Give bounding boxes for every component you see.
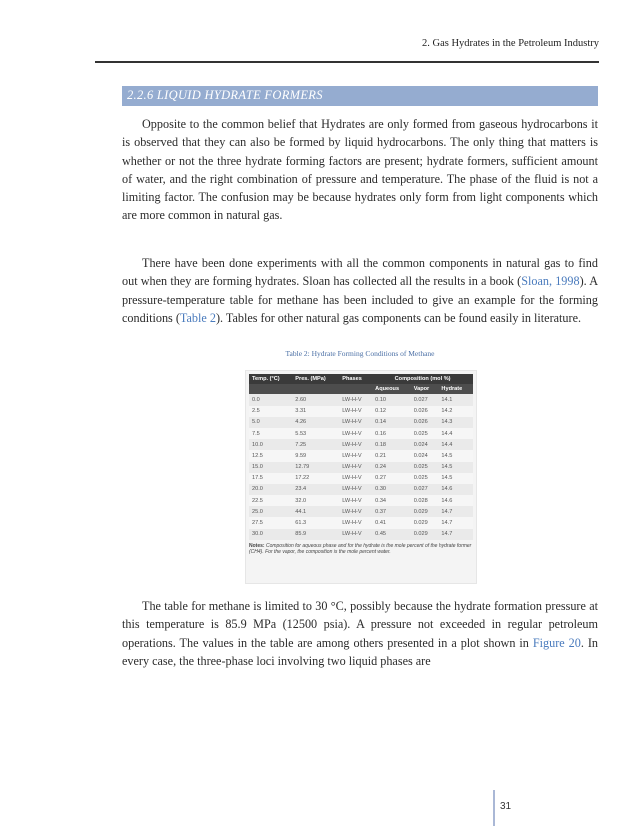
table-cell: 23.4 <box>292 484 339 495</box>
header-composition: Composition (mol %) <box>372 374 473 384</box>
table-cell: 0.10 <box>372 394 411 405</box>
table-row <box>249 517 473 528</box>
table-cell: 5.53 <box>292 428 339 439</box>
table-cell: 14.5 <box>438 450 473 461</box>
table-cell: 0.41 <box>372 517 411 528</box>
header-vapor: Vapor <box>411 384 439 394</box>
paragraph-2-text-b: ). A pressure-temperature table for methane has been included to give an example for the forming conditions ( <box>122 274 599 325</box>
table-cell: 4.26 <box>292 417 339 428</box>
table-cell: 14.5 <box>438 462 473 473</box>
table-row <box>249 450 473 461</box>
table-cell: 0.27 <box>372 473 411 484</box>
table-cell: LW-H-V <box>339 517 372 528</box>
table-cell: LW-H-V <box>339 394 372 405</box>
table-cell: LW-H-V <box>339 529 372 540</box>
table-cell: 32.0 <box>292 495 339 506</box>
page-number: 31 <box>500 801 512 812</box>
paragraph-2-text-c: ). Tables for other natural gas components can be found easily in literature. <box>215 310 582 325</box>
table-cell: 0.37 <box>372 506 411 517</box>
table-row <box>249 484 473 495</box>
table-cell: 12.5 <box>249 450 292 461</box>
table-cell: 85.9 <box>292 529 339 540</box>
table-cell: 12.79 <box>292 462 339 473</box>
table-cell: 0.027 <box>411 484 439 495</box>
table-cell: 0.029 <box>411 517 439 528</box>
table-row <box>249 406 473 417</box>
citation-link[interactable]: Sloan, 1998 <box>521 274 580 289</box>
table-cell: 0.24 <box>372 462 411 473</box>
page-number-rule <box>493 790 495 826</box>
table-cell: 14.1 <box>438 394 473 405</box>
table-caption: Table 2: Hydrate Forming Conditions of Methane <box>285 349 435 358</box>
table-row <box>249 462 473 473</box>
table-cell: 2.5 <box>249 406 292 417</box>
table-cell: LW-H-V <box>339 417 372 428</box>
paragraph-2 <box>122 254 598 327</box>
table-cell: 7.25 <box>292 439 339 450</box>
table-cell: 0.34 <box>372 495 411 506</box>
table-cell: 0.024 <box>411 439 439 450</box>
header-aqueous: Aqueous <box>372 384 411 394</box>
header-temp: Temp. (°C) <box>249 374 292 384</box>
paragraph-3-text-a: The table for methane is limited to 30 °C, possibly because the hydrate formation pressure at this temperature is 85.9 MPa (12500 psia). A pressure not exceeded in regular petroleum operations. The values in the table are among others presented in a plot shown in <box>122 599 598 650</box>
table-cell: 17.5 <box>249 473 292 484</box>
table-cell: 0.12 <box>372 406 411 417</box>
table-cell: LW-H-V <box>339 450 372 461</box>
table-cell: 30.0 <box>249 529 292 540</box>
table-note-text: Composition for aqueous phase and for the hydrate is the mole percent of the hydrate former (CH4). For the vapor, the composition is the mole percent water. <box>249 542 472 555</box>
table-cell: 0.21 <box>372 450 411 461</box>
table-row <box>249 495 473 506</box>
table-cell: 7.5 <box>249 428 292 439</box>
table-cell: 0.029 <box>411 529 439 540</box>
table-cell: LW-H-V <box>339 406 372 417</box>
table-row <box>249 506 473 517</box>
hydrate-table <box>249 374 473 540</box>
table-cell: 44.1 <box>292 506 339 517</box>
section-title: 2.2.6 LIQUID HYDRATE FORMERS <box>127 88 323 102</box>
table-cell: 0.025 <box>411 462 439 473</box>
table-cell: LW-H-V <box>339 495 372 506</box>
table-cell: 17.22 <box>292 473 339 484</box>
paragraph-3-text-b: . In every case, the three-phase loci involving two liquid phases are <box>122 635 599 668</box>
table-cell: 0.18 <box>372 439 411 450</box>
table-row <box>249 529 473 540</box>
table-note <box>249 543 473 555</box>
header-hydrate: Hydrate <box>438 384 473 394</box>
table-body <box>249 394 473 539</box>
hydrate-table-figure <box>245 370 477 584</box>
table-row <box>249 428 473 439</box>
table-cell: 14.7 <box>438 506 473 517</box>
table-cell: 14.6 <box>438 484 473 495</box>
table-cell: 0.45 <box>372 529 411 540</box>
table-cell: 14.6 <box>438 495 473 506</box>
table-cell: 0.14 <box>372 417 411 428</box>
table-row <box>249 473 473 484</box>
table-cell: 0.30 <box>372 484 411 495</box>
table-cell: 14.7 <box>438 517 473 528</box>
table-cell: 10.0 <box>249 439 292 450</box>
running-head: 2. Gas Hydrates in the Petroleum Industry <box>421 38 599 49</box>
table-cell: LW-H-V <box>339 506 372 517</box>
table-cell: 14.2 <box>438 406 473 417</box>
paragraph-1: Opposite to the common belief that Hydrates are only formed from gaseous hydrocarbons it is observed that they can also be formed by liquid hydrocarbons. The only thing that matters is whether or not the three hydrate forming factors are present; hydrate formers, sufficient amount of water, and the right combination of pressure and temperature. The phase of the fluid is not a limiting factor. The confusion may be because hydrates only form from light components which are more common in natural gas. <box>122 117 598 223</box>
table-cell: 0.026 <box>411 406 439 417</box>
table-row <box>249 439 473 450</box>
table-cell: 3.31 <box>292 406 339 417</box>
table-cell: 0.024 <box>411 450 439 461</box>
table-cell: 15.0 <box>249 462 292 473</box>
paragraph-3 <box>122 597 598 670</box>
table-cell: LW-H-V <box>339 462 372 473</box>
table-row <box>249 394 473 405</box>
header-pres: Pres. (MPa) <box>292 374 339 384</box>
table-cell: 9.59 <box>292 450 339 461</box>
table-cell: 0.16 <box>372 428 411 439</box>
table-cell: 0.025 <box>411 473 439 484</box>
table-cell: 22.5 <box>249 495 292 506</box>
figure-ref-link[interactable]: Figure 20 <box>532 635 581 650</box>
table-cell: LW-H-V <box>339 439 372 450</box>
header-phases: Phases <box>339 374 372 384</box>
table-cell: 0.027 <box>411 394 439 405</box>
table-cell: 14.7 <box>438 529 473 540</box>
table-cell: 20.0 <box>249 484 292 495</box>
table-cell: 0.028 <box>411 495 439 506</box>
table-cell: 0.026 <box>411 417 439 428</box>
table-cell: LW-H-V <box>339 428 372 439</box>
table-cell: LW-H-V <box>339 473 372 484</box>
table-cell: LW-H-V <box>339 484 372 495</box>
table-note-label: Notes: <box>249 542 265 549</box>
table-cell: 27.5 <box>249 517 292 528</box>
table-cell: 2.60 <box>292 394 339 405</box>
table-cell: 25.0 <box>249 506 292 517</box>
table-cell: 14.5 <box>438 473 473 484</box>
table-cell: 0.025 <box>411 428 439 439</box>
table-row <box>249 417 473 428</box>
table-ref-link[interactable]: Table 2 <box>179 310 216 325</box>
table-cell: 61.3 <box>292 517 339 528</box>
paragraph-2-text-a: There have been done experiments with all the common components in natural gas to find out when they are forming hydrates. Sloan has collected all the results in a book ( <box>122 256 598 289</box>
table-cell: 14.3 <box>438 417 473 428</box>
table-cell: 5.0 <box>249 417 292 428</box>
table-cell: 0.029 <box>411 506 439 517</box>
table-cell: 0.0 <box>249 394 292 405</box>
header-rule <box>95 61 599 63</box>
table-cell: 14.4 <box>438 428 473 439</box>
table-cell: 14.4 <box>438 439 473 450</box>
